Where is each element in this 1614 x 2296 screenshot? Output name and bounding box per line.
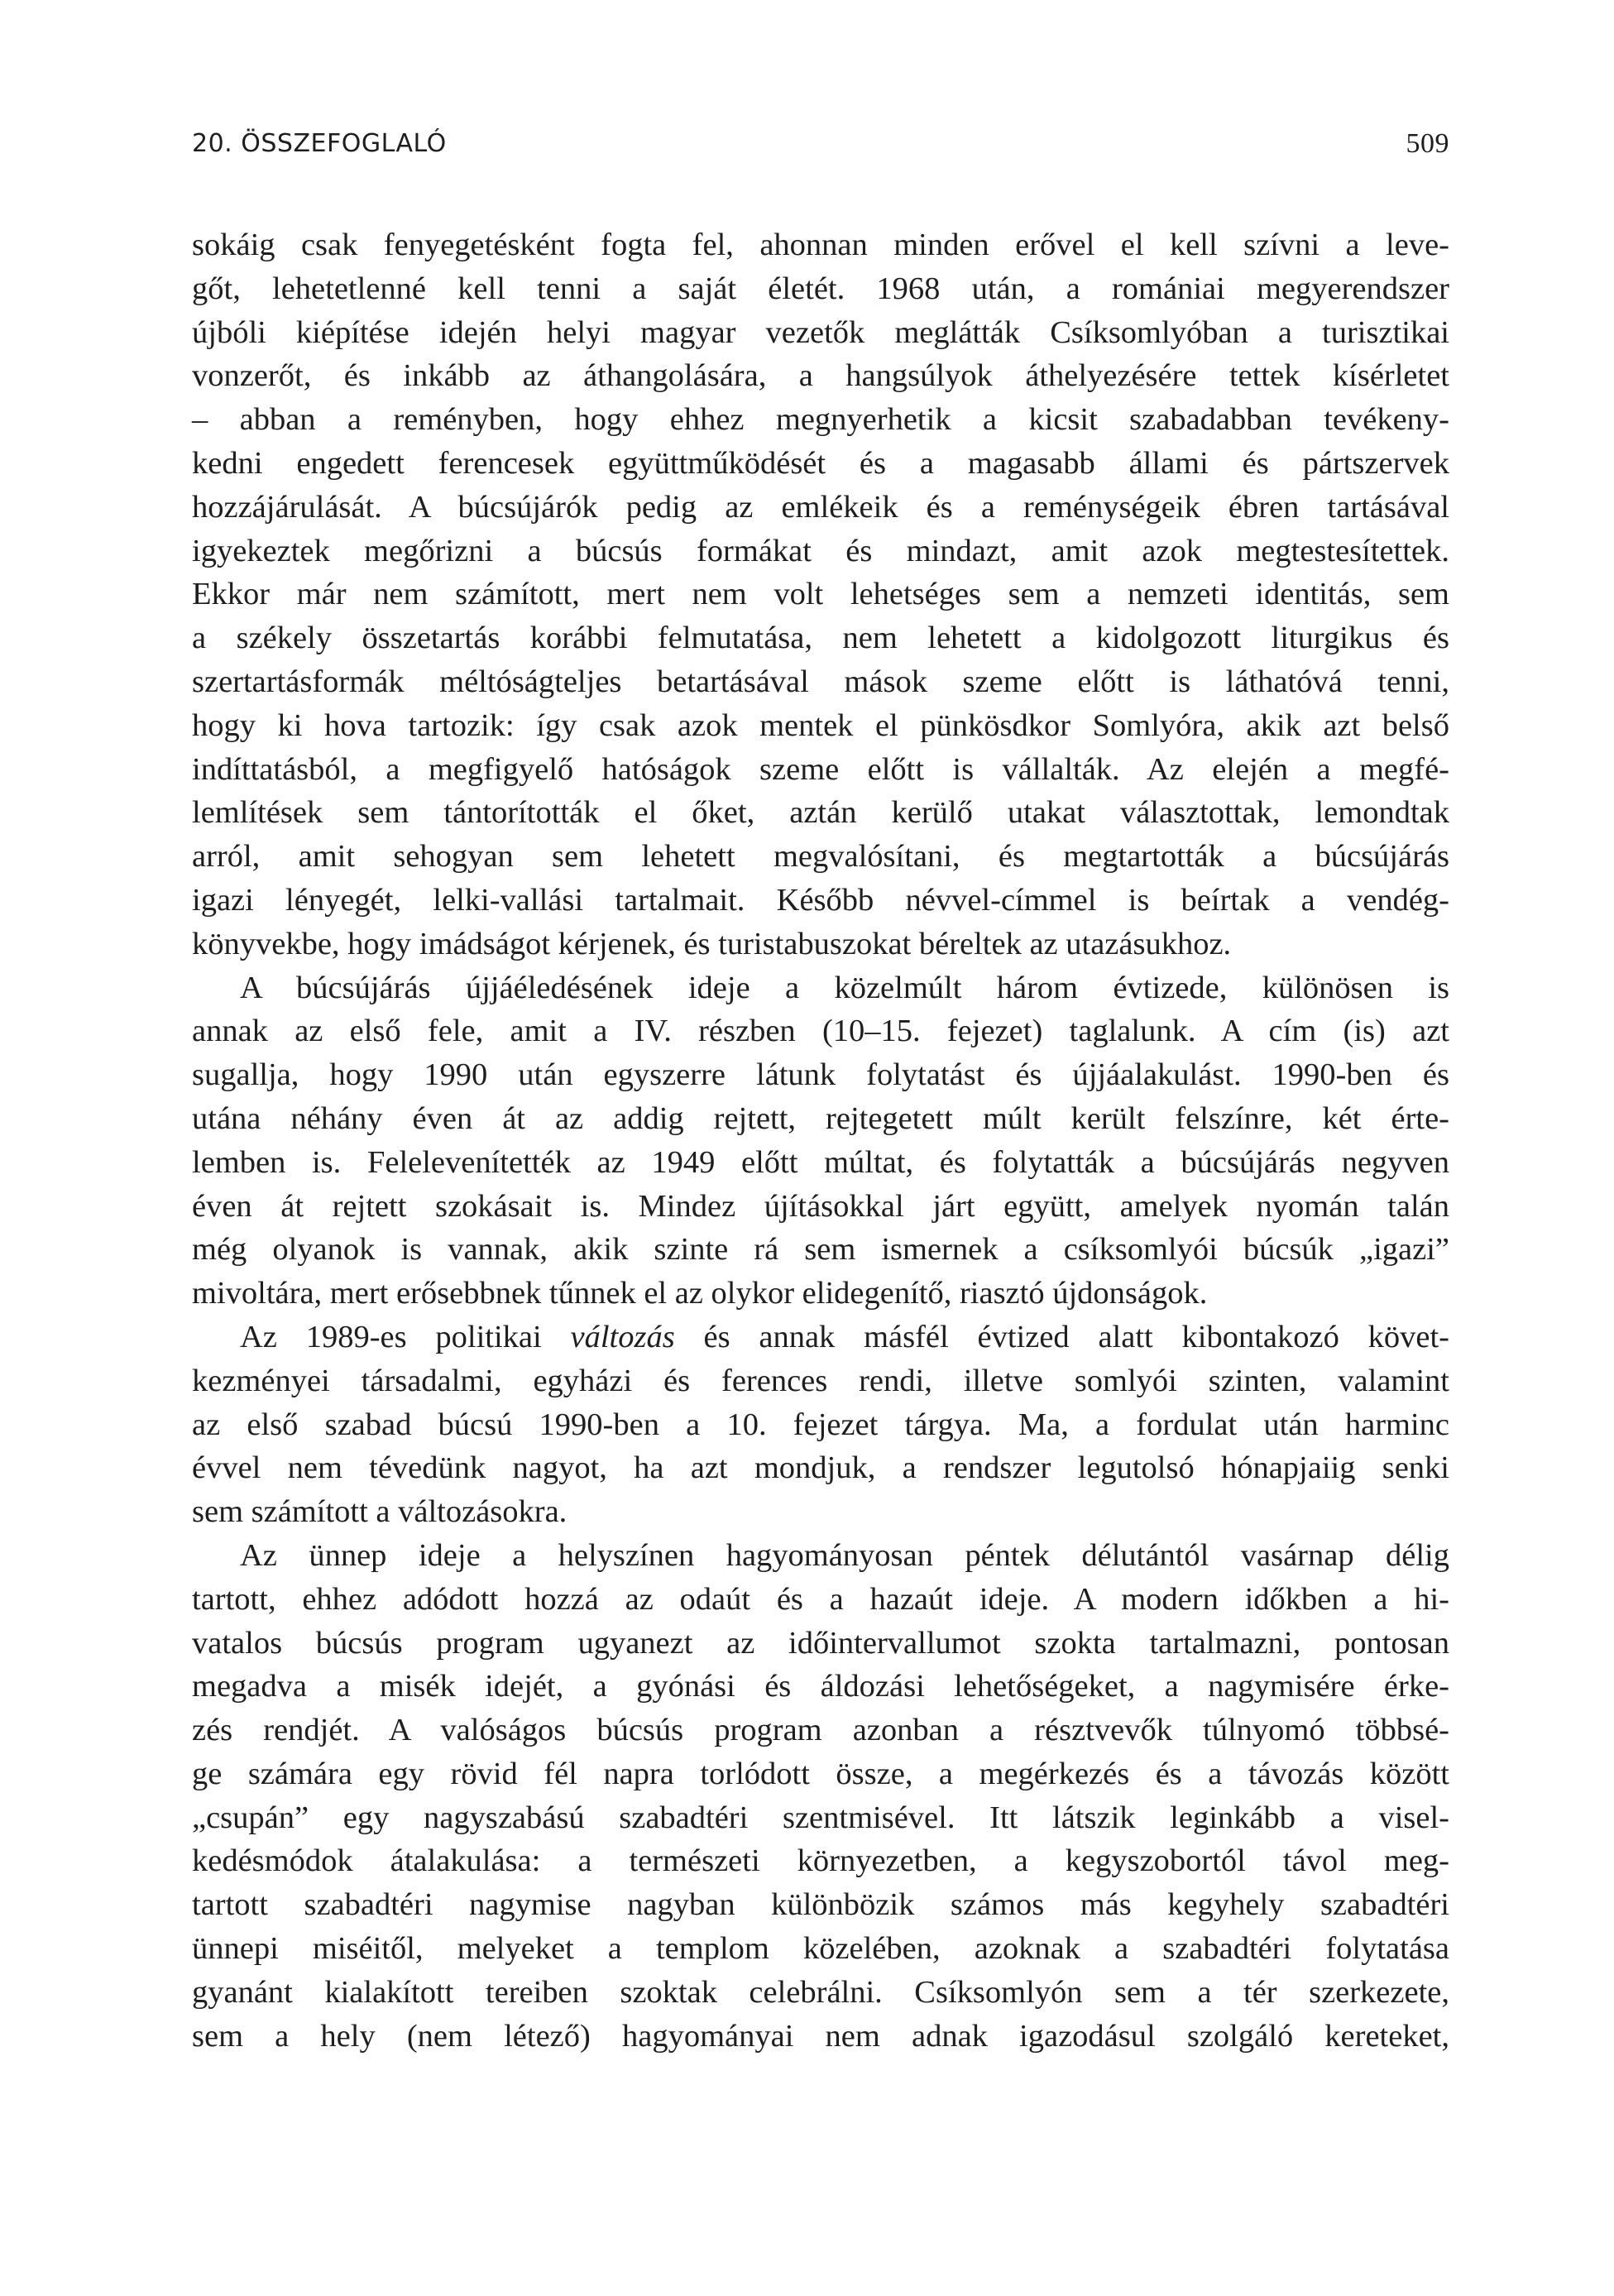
text-line: tartott, ehhez adódott hozzá az odaút és a hazaút ideje. A modern időkben a hi- xyxy=(192,1581,1449,1617)
text-line: „csupán” egy nagyszabású szabadtéri szentmisével. Itt látszik leginkább a visel- xyxy=(192,1800,1449,1835)
text-line: sem a hely (nem létező) hagyományai nem adnak igazodásul szolgáló kereteket, xyxy=(192,2018,1449,2054)
text-line: zés rendjét. A valóságos búcsús program azonban a résztvevők túlnyomó többsé- xyxy=(192,1713,1449,1748)
text-line: igazi lényegét, lelki-vallási tartalmait. Később névvel-címmel is beírtak a vendég- xyxy=(192,882,1449,918)
text-line: tartott szabadtéri nagymise nagyban különbözik számos más kegyhely szabadtéri xyxy=(192,1887,1449,1923)
paragraph-1 xyxy=(192,223,1449,966)
text-line: – abban a reményben, hogy ehhez megnyerhetik a kicsit szabadabban tevékeny- xyxy=(192,402,1449,438)
text-line: ge számára egy rövid fél napra torlódott össze, a megérkezés és a távozás között xyxy=(192,1756,1449,1791)
text-line: kezményei társadalmi, egyházi és ferences rendi, illetve somlyói szinten, valamint xyxy=(192,1363,1449,1398)
text-line: gőt, lehetetlenné kell tenni a saját életét. 1968 után, a romániai megyerendszer xyxy=(192,271,1449,306)
running-head xyxy=(192,126,1449,162)
text-run: Az 1989-es politikai xyxy=(240,1319,571,1354)
text-line: megadva a misék idejét, a gyónási és áldozási lehetőségeket, a nagymisére érke- xyxy=(192,1669,1449,1704)
text-line: arról, amit sehogyan sem lehetett megvalósítani, és megtartották a búcsújárás xyxy=(192,839,1449,875)
text-line: kedésmódok átalakulása: a természeti környezetben, a kegyszobortól távol meg- xyxy=(192,1843,1449,1879)
text-line: a székely összetartás korábbi felmutatása, nem lehetett a kidolgozott liturgikus és xyxy=(192,621,1449,656)
text-line: annak az első fele, amit a IV. részben (10–15. fejezet) taglalunk. A cím (is) azt xyxy=(192,1014,1449,1049)
text-line: lemben is. Felelevenítették az 1949 előtt múltat, és folytatták a búcsújárás negyven xyxy=(192,1144,1449,1180)
paragraph-2 xyxy=(192,966,1449,1316)
text-line: Ekkor már nem számított, mert nem volt lehetséges sem a nemzeti identitás, sem xyxy=(192,577,1449,612)
text-line: évvel nem tévedünk nagyot, ha azt mondjuk, a rendszer legutolsó hónapjaiig senki xyxy=(192,1450,1449,1486)
body-text xyxy=(192,223,1449,2058)
paragraph-4 xyxy=(192,1534,1449,2059)
text-line: utána néhány éven át az addig rejtett, rejtegetett múlt került felszínre, két érte- xyxy=(192,1100,1449,1136)
text-line: sem számított a változásokra. xyxy=(192,1494,568,1530)
text-line: gyanánt kialakított tereiben szoktak celebrálni. Csíksomlyón sem a tér szerkezete, xyxy=(192,1974,1449,2010)
text-line: az első szabad búcsú 1990-ben a 10. fejezet tárgya. Ma, a fordulat után harminc xyxy=(192,1407,1449,1442)
text-line: lemlítések sem tántorították el őket, aztán kerülő utakat választottak, lemondtak xyxy=(192,795,1449,831)
chapter-title: 20. ÖSSZEFOGLALÓ xyxy=(192,129,447,158)
paragraph-3 xyxy=(192,1316,1449,1534)
text-line: éven át rejtett szokásait is. Mindez újításokkal járt együtt, amelyek nyomán talán xyxy=(192,1188,1449,1224)
text-line: vatalos búcsús program ugyanezt az időintervallumot szokta tartalmazni, pontosan xyxy=(192,1625,1449,1661)
text-run: és annak másfél évtized alatt kibontakozó követ- xyxy=(674,1319,1449,1354)
text-line xyxy=(192,1316,1449,1359)
text-line: sokáig csak fenyegetésként fogta fel, ahonnan minden erővel el kell szívni a leve- xyxy=(192,228,1449,262)
text-line: indíttatásból, a megfigyelő hatóságok szeme előtt is vállalták. Az elején a megfé- xyxy=(192,751,1449,787)
text-line: hozzájárulását. A búcsújárók pedig az emlékeik és a reménységeik ébren tartásával xyxy=(192,489,1449,525)
text-line: A búcsújárás újjáéledésének ideje a közelmúlt három évtizede, különösen is xyxy=(240,970,1449,1005)
text-line: vonzerőt, és inkább az áthangolására, a hangsúlyok áthelyezésére tettek kísérletet xyxy=(192,358,1449,394)
text-line: igyekeztek megőrizni a búcsús formákat és mindazt, amit azok megtestesítettek. xyxy=(192,533,1449,568)
text-line: mivoltára, mert erősebbnek tűnnek el az olykor elidegenítő, riasztó újdonságok. xyxy=(192,1276,1208,1311)
text-line: újbóli kiépítése idején helyi magyar vezetők meglátták Csíksomlyóban a turisztikai xyxy=(192,314,1449,350)
text-line: Az ünnep ideje a helyszínen hagyományosan péntek délutántól vasárnap délig xyxy=(240,1537,1449,1573)
text-line: még olyanok is vannak, akik szinte rá sem ismernek a csíksomlyói búcsúk „igazi” xyxy=(192,1232,1449,1268)
text-line: könyvekbe, hogy imádságot kérjenek, és turistabuszokat béreltek az utazásukhoz. xyxy=(192,926,1232,961)
page-number: 509 xyxy=(1406,128,1449,159)
emphasis: változás xyxy=(570,1319,675,1354)
text-line: ünnepi miséitől, melyeket a templom közelében, azoknak a szabadtéri folytatása xyxy=(192,1931,1449,1967)
text-line: szertartásformák méltóságteljes betartásával mások szeme előtt is láthatóvá tenni, xyxy=(192,664,1449,699)
text-line: hogy ki hova tartozik: így csak azok mentek el pünkösdkor Somlyóra, akik azt belső xyxy=(192,707,1449,743)
text-line: sugallja, hogy 1990 után egyszerre látunk folytatást és újjáalakulást. 1990-ben és xyxy=(192,1057,1449,1093)
text-line: kedni engedett ferencesek együttműködését és a magasabb állami és pártszervek xyxy=(192,445,1449,481)
